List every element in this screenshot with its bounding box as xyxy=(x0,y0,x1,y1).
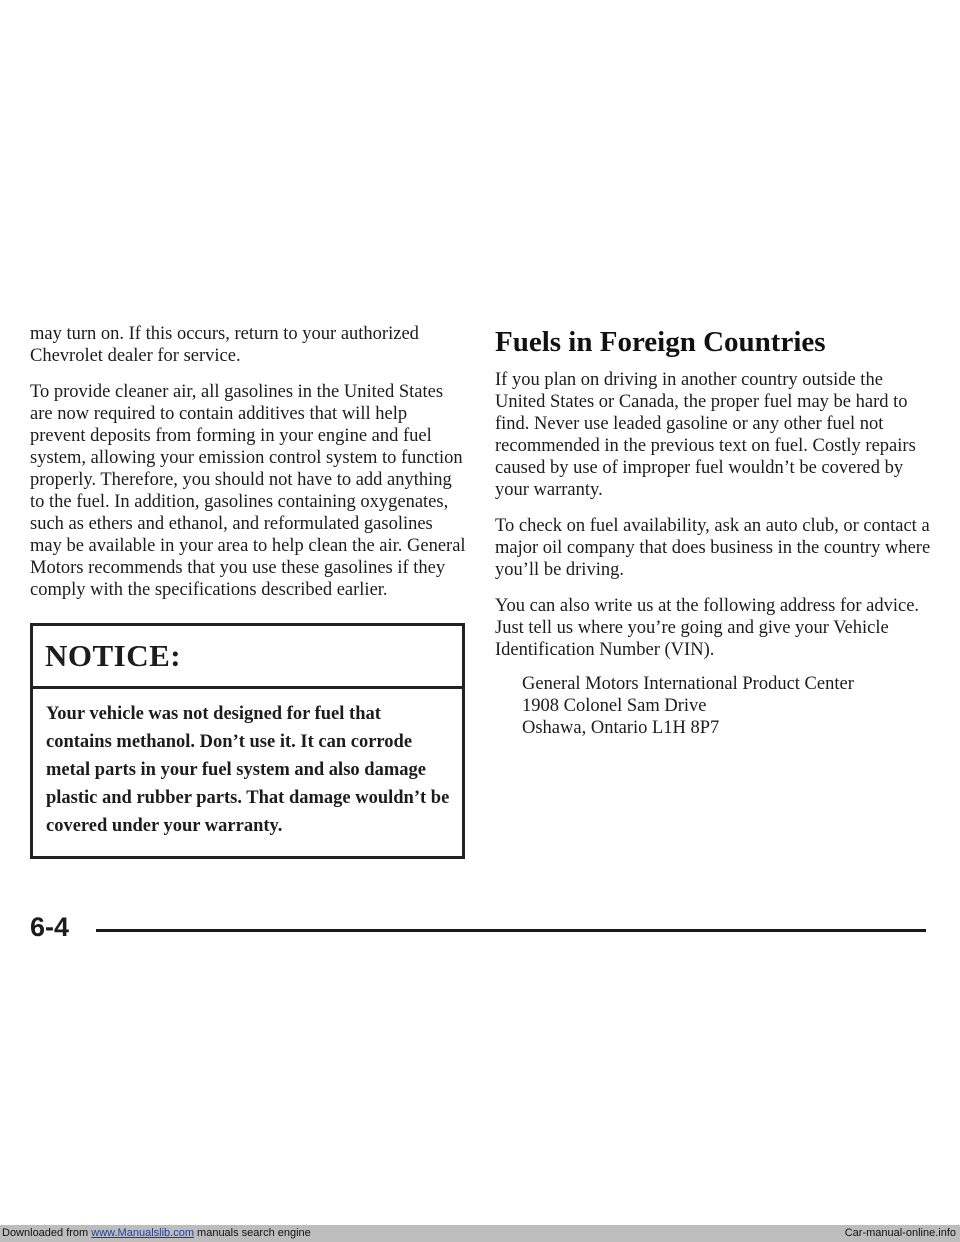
page-footer-rule xyxy=(96,929,926,932)
address-line: 1908 Colonel Sam Drive xyxy=(522,696,707,716)
watermark-site: Car-manual-online.info xyxy=(844,1227,956,1239)
footer-suffix: manuals search engine xyxy=(193,1227,311,1239)
notice-box xyxy=(30,623,465,859)
foreign-fuel-paragraph: If you plan on driving in another country outside the United States or Canada, the proper fuel may be hard to find. Never use leaded gasoline or any other fuel not recommended in the previous text on fuel. Costly repairs caused by use of improper fuel wouldn’t be covered by your warranty. xyxy=(495,370,916,500)
mailing-address xyxy=(522,673,935,739)
download-footer xyxy=(2,1227,311,1239)
notice-body: Your vehicle was not designed for fuel that contains methanol. Don’t use it. It can corrode metal parts in your fuel system and also damage plastic and rubber parts. That damage wouldn’t be covered under your warranty. xyxy=(46,704,450,836)
footer-prefix: Downloaded from xyxy=(2,1227,92,1239)
address-line: General Motors International Product Center xyxy=(522,674,854,694)
right-column xyxy=(495,323,935,739)
fuel-availability-paragraph: To check on fuel availability, ask an auto club, or contact a major oil company that does business in the country where you’ll be driving. xyxy=(495,516,931,580)
address-line: Oshawa, Ontario L1H 8P7 xyxy=(522,718,720,738)
page-number: 6-4 xyxy=(30,912,70,942)
continued-paragraph: may turn on. If this occurs, return to your authorized Chevrolet dealer for service. xyxy=(30,324,419,366)
write-us-paragraph: You can also write us at the following address for advice. Just tell us where you’re going and give your Vehicle Identification Number (VIN). xyxy=(495,596,920,660)
left-column xyxy=(30,323,466,859)
notice-heading: NOTICE: xyxy=(33,626,462,689)
cleaner-air-paragraph: To provide cleaner air, all gasolines in the United States are now required to contain additives that will help prevent deposits from forming in your engine and fuel system, allowing your emission control system to function properly. Therefore, you should not have to add anything to the fuel. In addition, gasolines containing oxygenates, such as ethers and ethanol, and reformulated gasolines may be available in your area to help clean the air. General Motors recommends that you use these gasolines if they comply with the specifications described earlier. xyxy=(30,382,466,600)
section-heading: Fuels in Foreign Countries xyxy=(495,326,826,358)
manualslib-link[interactable]: www.Manualslib.com xyxy=(91,1227,194,1239)
